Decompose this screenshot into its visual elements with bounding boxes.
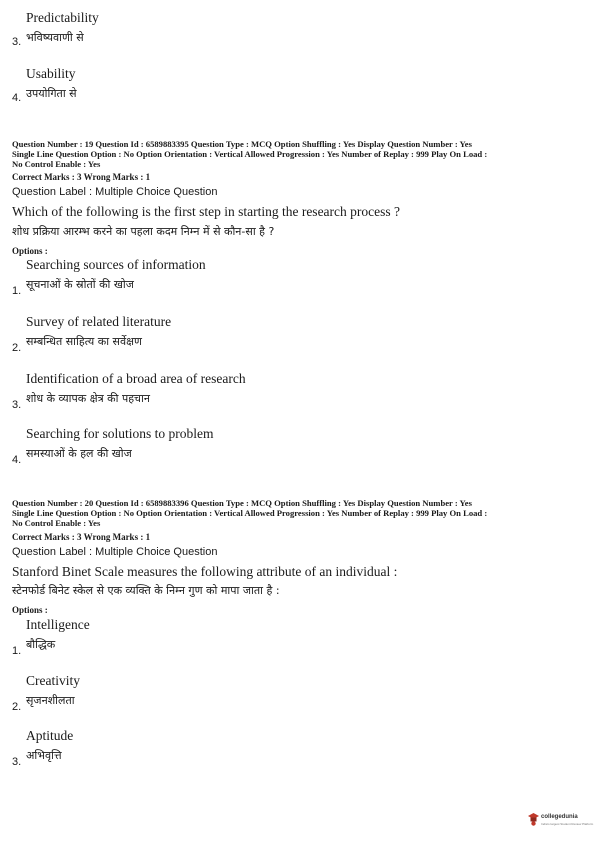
- option-english: Searching for solutions to problem: [26, 426, 214, 441]
- option-number: 4.: [12, 92, 22, 104]
- metadata-line: Question Number : 20 Question Id : 6589883396 Question Type : MCQ Option Shuffling : Yes Display Question Number : Yes: [12, 498, 472, 508]
- option-number: 4.: [12, 454, 22, 466]
- option-english: Searching sources of information: [26, 257, 206, 272]
- question-label: Question Label : Multiple Choice Question: [12, 546, 218, 558]
- option-number: 3.: [12, 399, 22, 411]
- option-number: 1.: [12, 285, 22, 297]
- marks-info: Correct Marks : 3 Wrong Marks : 1: [12, 172, 151, 182]
- logo-name: collegedunia: [541, 814, 578, 820]
- metadata-line: No Control Enable : Yes: [12, 517, 101, 528]
- option-number: 2.: [12, 342, 22, 354]
- option-english: Usability: [26, 66, 76, 81]
- option-number: 1.: [12, 645, 22, 657]
- option-hindi: सृजनशीलता: [26, 694, 75, 707]
- option-number: 2.: [12, 701, 22, 713]
- option-hindi: समस्याओं के हल की खोज: [26, 447, 132, 460]
- option-english: Survey of related literature: [26, 314, 172, 329]
- question-text-english: Which of the following is the first step in starting the research process ?: [12, 204, 401, 219]
- options-heading: Options :: [12, 246, 48, 256]
- metadata-line: Single Line Question Option : No Option Orientation : Vertical Allowed Progression : Yes Number of Replay : 999 Play On Load :: [12, 507, 488, 518]
- option-hindi: भविष्यवाणी से: [26, 31, 84, 44]
- metadata-line: Question Number : 19 Question Id : 6589883395 Question Type : MCQ Option Shuffling : Yes Display Question Number : Yes: [12, 139, 472, 149]
- question-label: Question Label : Multiple Choice Question: [12, 186, 218, 198]
- option-hindi: उपयोगिता से: [26, 87, 77, 100]
- question-text-hindi: शोध प्रक्रिया आरम्भ करने का पहला कदम निम्न में से कौन-सा है ?: [12, 225, 275, 238]
- marks-info: Correct Marks : 3 Wrong Marks : 1: [12, 532, 151, 542]
- logo-tagline: India's largest Student Review Platform: [541, 822, 594, 826]
- metadata-line: Single Line Question Option : No Option Orientation : Vertical Allowed Progression : Yes Number of Replay : 999 Play On Load :: [12, 148, 488, 159]
- option-hindi: सम्बन्धित साहित्य का सर्वेक्षण: [26, 335, 142, 348]
- question-text-hindi: स्टेनफोर्ड बिनेट स्केल से एक व्यक्ति के निम्न गुण को मापा जाता है :: [12, 584, 280, 597]
- options-heading: Options :: [12, 605, 48, 615]
- option-hindi: शोध के व्यापक क्षेत्र की पहचान: [26, 392, 150, 405]
- option-hindi: बौद्धिक: [26, 638, 56, 651]
- option-english: Identification of a broad area of research: [26, 371, 246, 386]
- graduation-cap-icon: [528, 813, 539, 826]
- metadata-line: No Control Enable : Yes: [12, 158, 101, 169]
- option-hindi: अभिवृत्ति: [26, 749, 62, 762]
- option-english: Predictability: [26, 10, 99, 25]
- option-number: 3.: [12, 756, 22, 768]
- option-english: Creativity: [26, 673, 80, 688]
- question-text-english: Stanford Binet Scale measures the following attribute of an individual :: [12, 564, 398, 579]
- option-english: Intelligence: [26, 617, 90, 632]
- option-english: Aptitude: [26, 728, 74, 743]
- option-number: 3.: [12, 36, 22, 48]
- option-hindi: सूचनाओं के स्रोतों की खोज: [26, 278, 134, 291]
- question-metadata: [12, 140, 587, 169]
- collegedunia-logo: [528, 812, 594, 828]
- question-metadata: [12, 499, 587, 528]
